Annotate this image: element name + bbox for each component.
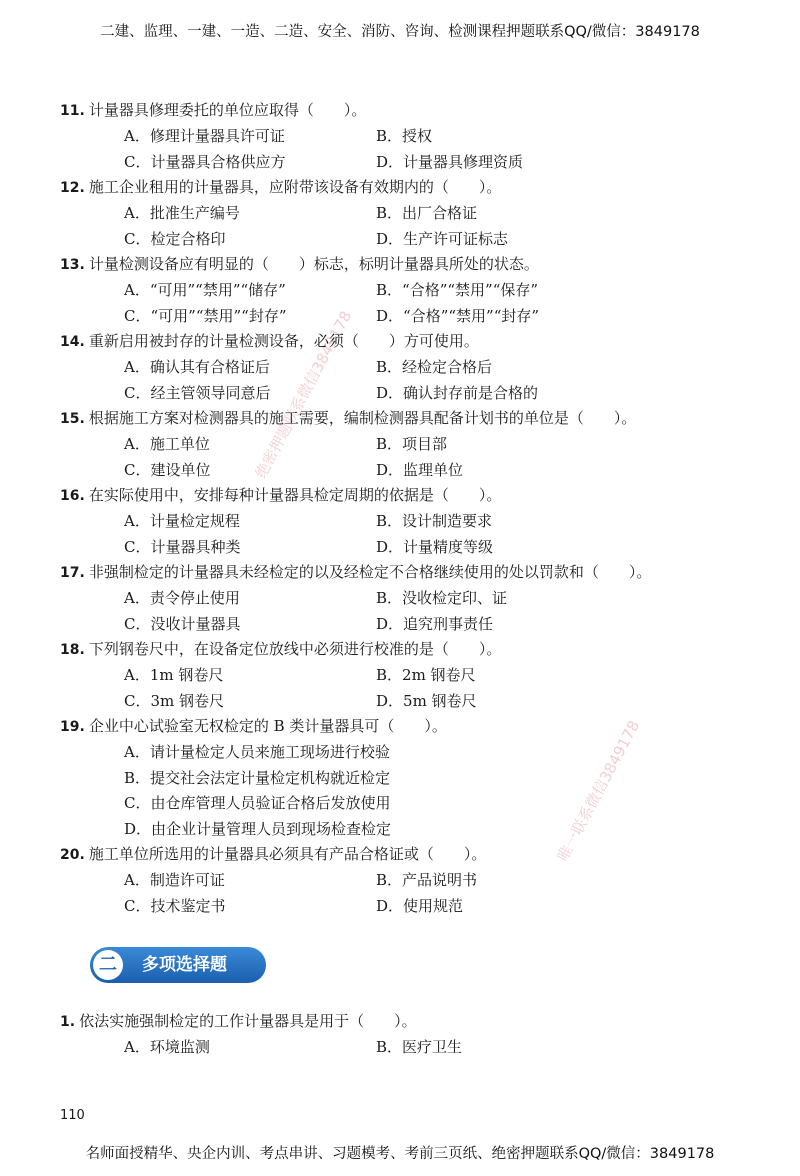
question-11 (60, 98, 700, 175)
question-stem: 非强制检定的计量器具未经检定的以及经检定不合格继续使用的处以罚款和（ ）。 (88, 563, 652, 581)
option-b: B．项目部 (376, 435, 448, 453)
option-d: D．5m 钢卷尺 (376, 691, 477, 710)
option-b: B．设计制造要求 (376, 512, 493, 530)
question-stem: 根据施工方案对检测器具的施工需要，编制检测器具配备计划书的单位是（ ）。 (88, 409, 637, 427)
option-a: A．请计量检定人员来施工现场进行校验 (124, 743, 390, 761)
section-number-badge: 二 (93, 950, 123, 980)
option-a: A．批准生产编号 (124, 204, 240, 222)
question-stem: 企业中心试验室无权检定的 B 类计量器具可（ ）。 (88, 717, 447, 735)
question-mc-1 (60, 1009, 700, 1061)
option-d: D．追究刑事责任 (376, 614, 494, 633)
question-number: 19. (60, 719, 85, 735)
option-a: A．制造许可证 (124, 871, 225, 889)
header-banner: 二建、监理、一建、一造、二造、安全、消防、咨询、检测课程押题联系QQ/微信：3849178 (100, 24, 700, 40)
question-stem: 在实际使用中，安排每种计量器具检定周期的依据是（ ）。 (88, 486, 502, 504)
option-a: A．施工单位 (124, 435, 210, 453)
option-b: B．产品说明书 (376, 871, 478, 889)
option-b: B．提交社会法定计量检定机构就近检定 (124, 768, 391, 787)
option-c: C．建设单位 (124, 460, 211, 479)
option-b: B．出厂合格证 (376, 204, 478, 222)
section-header-multiple-choice (90, 947, 266, 983)
option-b: B．没收检定印、证 (376, 589, 508, 607)
question-number: 18. (60, 642, 85, 658)
option-c: C．经主管领导同意后 (124, 383, 271, 402)
question-17 (60, 560, 700, 637)
option-d: D．计量器具修理资质 (376, 152, 524, 171)
option-d: D．监理单位 (376, 460, 464, 479)
question-stem: 重新启用被封存的计量检测设备，必须（ ）方可使用。 (88, 332, 479, 350)
option-d: D．计量精度等级 (376, 537, 494, 556)
footer-banner: 名师面授精华、央企内训、考点串讲、习题模考、考前三页纸、绝密押题联系QQ/微信：3849178 (85, 1146, 715, 1162)
question-13 (60, 252, 700, 329)
option-d: D．确认封存前是合格的 (376, 383, 539, 402)
option-a: A．确认其有合格证后 (124, 358, 270, 376)
question-number: 15. (60, 411, 85, 427)
option-c: C．计量器具合格供应方 (124, 152, 286, 171)
option-d: D．“合格”“禁用”“封存” (376, 306, 540, 325)
option-b: B．经检定合格后 (376, 358, 493, 376)
question-number: 20. (60, 847, 85, 863)
question-stem: 依法实施强制检定的工作计量器具是用于（ ）。 (79, 1012, 417, 1030)
question-14 (60, 329, 700, 406)
option-a: A．“可用”“禁用”“储存” (124, 281, 286, 299)
question-page (60, 98, 700, 1061)
question-number: 14. (60, 334, 85, 350)
option-a: A．责令停止使用 (124, 589, 240, 607)
option-c: C．检定合格印 (124, 229, 226, 248)
option-a: A．环境监测 (124, 1038, 210, 1056)
question-15 (60, 406, 700, 483)
option-c: C．由仓库管理人员验证合格后发放使用 (124, 794, 391, 812)
option-c: C．技术鉴定书 (124, 896, 226, 915)
question-number: 1. (60, 1014, 76, 1030)
watermark-text: 绝密押题联系微信3849178 (251, 307, 356, 482)
option-c: C．3m 钢卷尺 (124, 691, 225, 710)
option-d: D．由企业计量管理人员到现场检查检定 (124, 819, 392, 838)
option-b: B．医疗卫生 (376, 1038, 463, 1056)
question-stem: 施工企业租用的计量器具，应附带该设备有效期内的（ ）。 (88, 178, 502, 196)
option-d: D．使用规范 (376, 896, 464, 915)
section-title: 多项选择题 (142, 955, 227, 975)
question-number: 11. (60, 103, 85, 119)
option-b: B．授权 (376, 127, 433, 145)
option-a: A．1m 钢卷尺 (124, 666, 224, 684)
option-a: A．修理计量器具许可证 (124, 127, 285, 145)
page-number: 110 (60, 1108, 85, 1123)
question-18 (60, 637, 700, 714)
question-stem: 计量检测设备应有明显的（ ）标志，标明计量器具所处的状态。 (88, 255, 539, 273)
option-c: C．“可用”“禁用”“封存” (124, 306, 287, 325)
question-stem: 计量器具修理委托的单位应取得（ ）。 (88, 101, 367, 119)
question-20 (60, 842, 700, 919)
option-d: D．生产许可证标志 (376, 229, 509, 248)
question-12 (60, 175, 700, 252)
question-number: 12. (60, 180, 85, 196)
question-number: 16. (60, 488, 85, 504)
question-19 (60, 714, 700, 842)
option-b: B．“合格”“禁用”“保存” (376, 281, 539, 299)
option-a: A．计量检定规程 (124, 512, 240, 530)
option-b: B．2m 钢卷尺 (376, 666, 476, 684)
watermark-text: 唯一联系微信3849178 (553, 717, 644, 865)
question-stem: 下列钢卷尺中，在设备定位放线中必须进行校准的是（ ）。 (88, 640, 502, 658)
question-number: 13. (60, 257, 85, 273)
option-c: C．没收计量器具 (124, 614, 241, 633)
question-number: 17. (60, 565, 85, 581)
option-c: C．计量器具种类 (124, 537, 241, 556)
question-16 (60, 483, 700, 560)
question-stem: 施工单位所选用的计量器具必须具有产品合格证或（ ）。 (88, 845, 487, 863)
